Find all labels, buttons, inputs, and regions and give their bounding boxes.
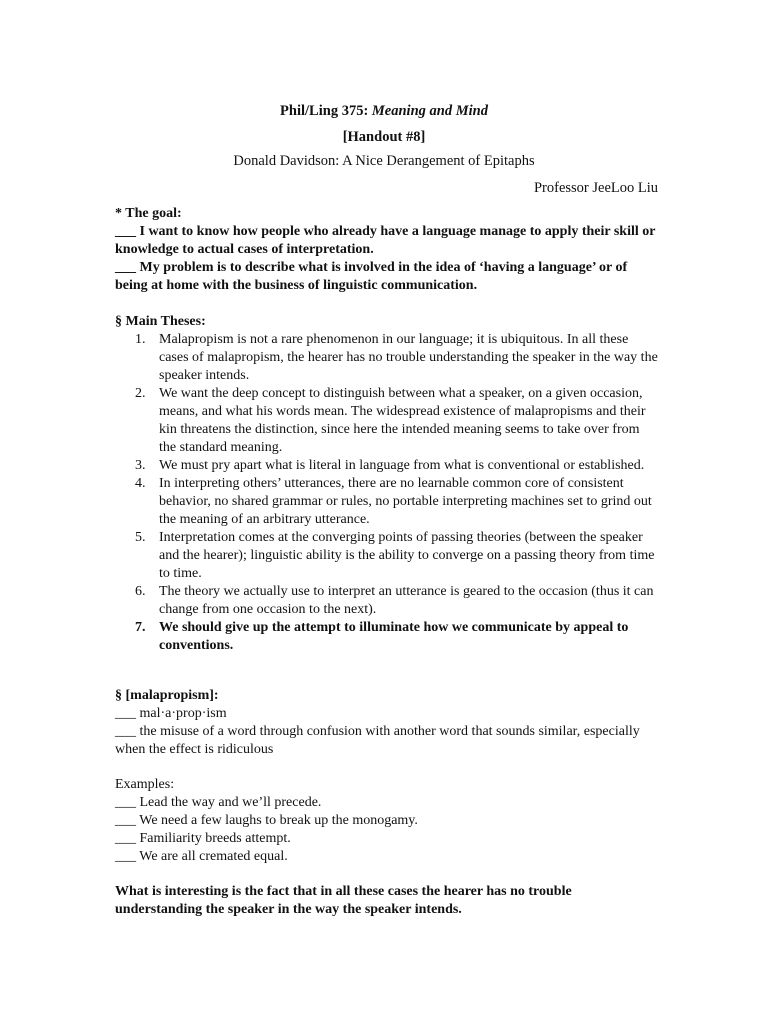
reading-title: Donald Davidson: A Nice Derangement of Epitaphs <box>233 153 535 169</box>
example-item: ___ Lead the way and we’ll precede. <box>115 795 322 810</box>
handout-number: [Handout #8] <box>342 129 426 145</box>
thesis-item <box>115 583 660 619</box>
thesis-number: 7. <box>135 620 146 635</box>
goal-line: ___ My problem is to describe what is involved in the idea of ‘having a language’ or of being at home with the business of linguistic communication. <box>115 260 628 293</box>
thesis-text: We must pry apart what is literal in language from what is conventional or established. <box>159 458 645 473</box>
goal-line: ___ I want to know how people who already have a language manage to apply their skill or knowledge to actual cases of interpretation. <box>115 224 656 257</box>
course-title <box>0 102 768 120</box>
professor-name: Professor JeeLoo Liu <box>533 180 658 196</box>
malapropism-section <box>115 687 660 759</box>
thesis-number: 4. <box>135 476 146 491</box>
thesis-item <box>115 331 660 385</box>
thesis-number: 5. <box>135 530 146 545</box>
course-name: Meaning and Mind <box>371 103 488 119</box>
example-item: ___ We are all cremated equal. <box>115 849 288 864</box>
goal-section <box>115 205 660 295</box>
thesis-item <box>115 529 660 583</box>
thesis-text: We should give up the attempt to illuminate how we communicate by appeal to conventions. <box>159 620 629 653</box>
examples-section <box>115 776 660 866</box>
malapropism-pronunciation: ___ mal·a·prop·ism <box>115 706 227 721</box>
thesis-text: In interpreting others’ utterances, there are no learnable common core of consistent behavior, no shared grammar or rules, no portable interpreting machines set to grind out the meaning of an arbitrary utterance. <box>159 476 652 527</box>
thesis-number: 3. <box>135 458 146 473</box>
course-prefix: Phil/Ling 375: <box>280 103 372 119</box>
theses-list <box>115 331 660 655</box>
goal-heading: * The goal: <box>115 206 182 221</box>
thesis-item <box>115 385 660 457</box>
malapropism-definition: ___ the misuse of a word through confusion with another word that sounds similar, especially when the effect is ridiculous <box>115 724 640 757</box>
thesis-text: Interpretation comes at the converging points of passing theories (between the speaker and the hearer); linguistic ability is the ability to converge on a passing theory from time to time. <box>159 530 655 581</box>
example-item: ___ Familiarity breeds attempt. <box>115 831 291 846</box>
theses-heading: § Main Theses: <box>115 314 206 329</box>
thesis-item <box>115 457 660 475</box>
conclusion: What is interesting is the fact that in all these cases the hearer has no trouble understanding the speaker in the way the speaker intends. <box>115 884 572 917</box>
thesis-text: We want the deep concept to distinguish between what a speaker, on a given occasion, means, and what his words mean. The widespread existence of malapropisms and their kin threatens the distinction, since here the intended meaning seems to take over from the standard meaning. <box>159 386 646 455</box>
thesis-number: 1. <box>135 332 146 347</box>
examples-heading: Examples: <box>115 777 175 792</box>
thesis-number: 2. <box>135 386 146 401</box>
thesis-text: Malapropism is not a rare phenomenon in our language; it is ubiquitous. In all these cases of malapropism, the hearer has no trouble understanding the speaker in the way the speaker intends. <box>159 332 658 383</box>
thesis-text: The theory we actually use to interpret an utterance is geared to the occasion (thus it can change from one occasion to the next). <box>159 584 654 617</box>
thesis-item <box>115 475 660 529</box>
malapropism-heading: § [malapropism]: <box>115 688 219 703</box>
thesis-number: 6. <box>135 584 146 599</box>
example-item: ___ We need a few laughs to break up the monogamy. <box>115 813 418 828</box>
thesis-item <box>115 619 660 655</box>
